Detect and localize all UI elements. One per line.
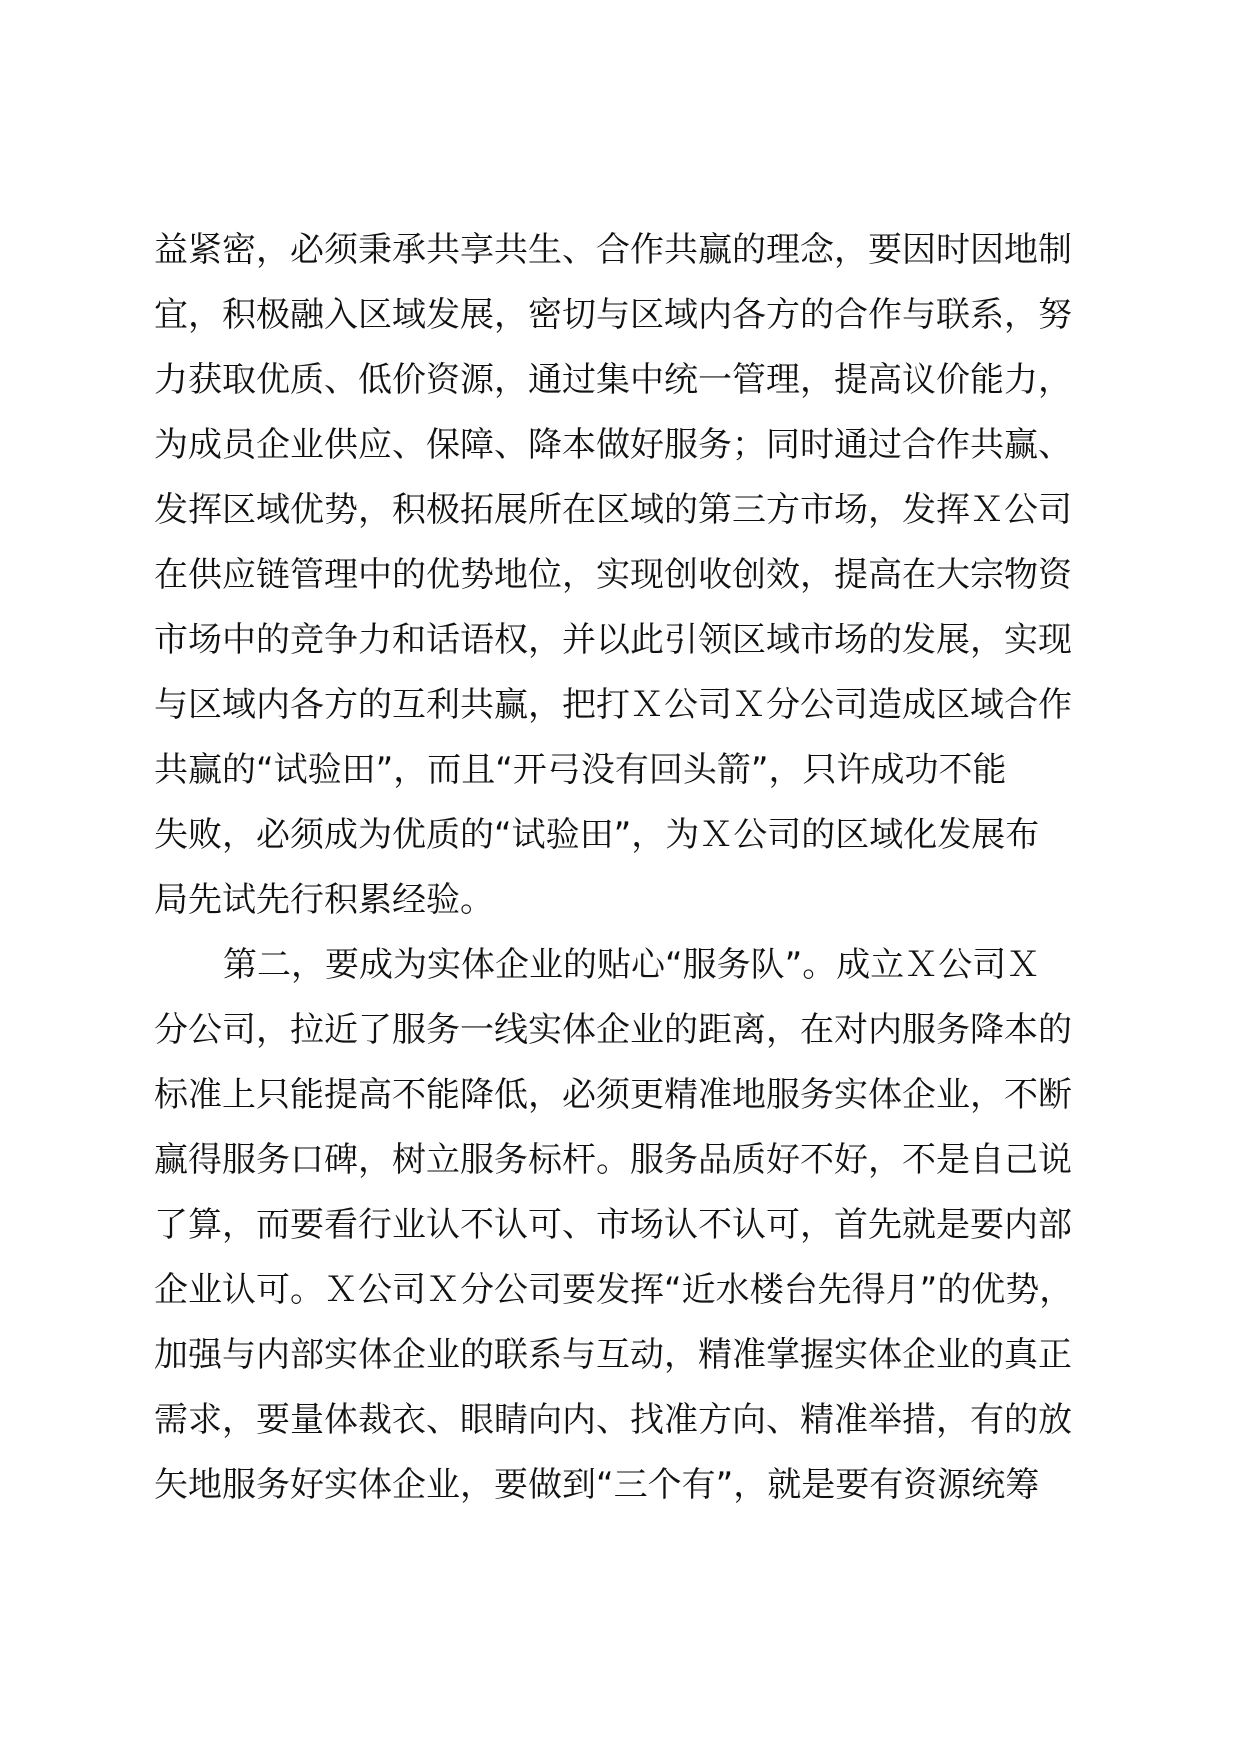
text-line: 共赢的“试验田”，而且“开弓没有回头箭”，只许成功不能 xyxy=(154,750,1007,790)
text-line: 赢得服务口碑，树立服务标杆。服务品质好不好，不是自己说 xyxy=(154,1140,1072,1180)
text-line: 在供应链管理中的优势地位，实现创收创效，提高在大宗物资 xyxy=(154,555,1072,595)
text-line-first-indented: 第二，要成为实体企业的贴心“服务队”。成立Ｘ公司Ｘ xyxy=(223,945,1041,985)
text-line: 了算，而要看行业认不认可、市场认不认可，首先就是要内部 xyxy=(154,1205,1072,1245)
text-line: 市场中的竞争力和话语权，并以此引领区域市场的发展，实现 xyxy=(154,620,1072,660)
document-body xyxy=(154,218,1094,1518)
text-line: 失败，必须成为优质的“试验田”，为Ｘ公司的区域化发展布 xyxy=(154,815,1040,855)
text-line: 企业认可。Ｘ公司Ｘ分公司要发挥“近水楼台先得月”的优势， xyxy=(154,1270,1074,1310)
text-line: 益紧密，必须秉承共享共生、合作共赢的理念，要因时因地制 xyxy=(154,230,1072,270)
text-line: 力获取优质、低价资源，通过集中统一管理，提高议价能力， xyxy=(154,360,1072,400)
text-line: 矢地服务好实体企业，要做到“三个有”，就是要有资源统筹 xyxy=(154,1465,1040,1505)
text-line: 标准上只能提高不能降低，必须更精准地服务实体企业，不断 xyxy=(154,1075,1072,1115)
text-line: 与区域内各方的互利共赢，把打Ｘ公司Ｘ分公司造成区域合作 xyxy=(154,685,1072,725)
text-line: 局先试先行积累经验。 xyxy=(154,880,494,920)
text-line: 发挥区域优势，积极拓展所在区域的第三方市场，发挥Ｘ公司 xyxy=(154,490,1072,530)
text-line: 需求，要量体裁衣、眼睛向内、找准方向、精准举措，有的放 xyxy=(154,1400,1072,1440)
text-line: 加强与内部实体企业的联系与互动，精准掌握实体企业的真正 xyxy=(154,1335,1072,1375)
paragraph-second-point xyxy=(154,933,1094,1518)
paragraph-continuation xyxy=(154,218,1094,933)
text-line: 宜，积极融入区域发展，密切与区域内各方的合作与联系，努 xyxy=(154,295,1072,335)
text-line: 分公司，拉近了服务一线实体企业的距离，在对内服务降本的 xyxy=(154,1010,1072,1050)
text-line: 为成员企业供应、保障、降本做好服务；同时通过合作共赢、 xyxy=(154,425,1072,465)
